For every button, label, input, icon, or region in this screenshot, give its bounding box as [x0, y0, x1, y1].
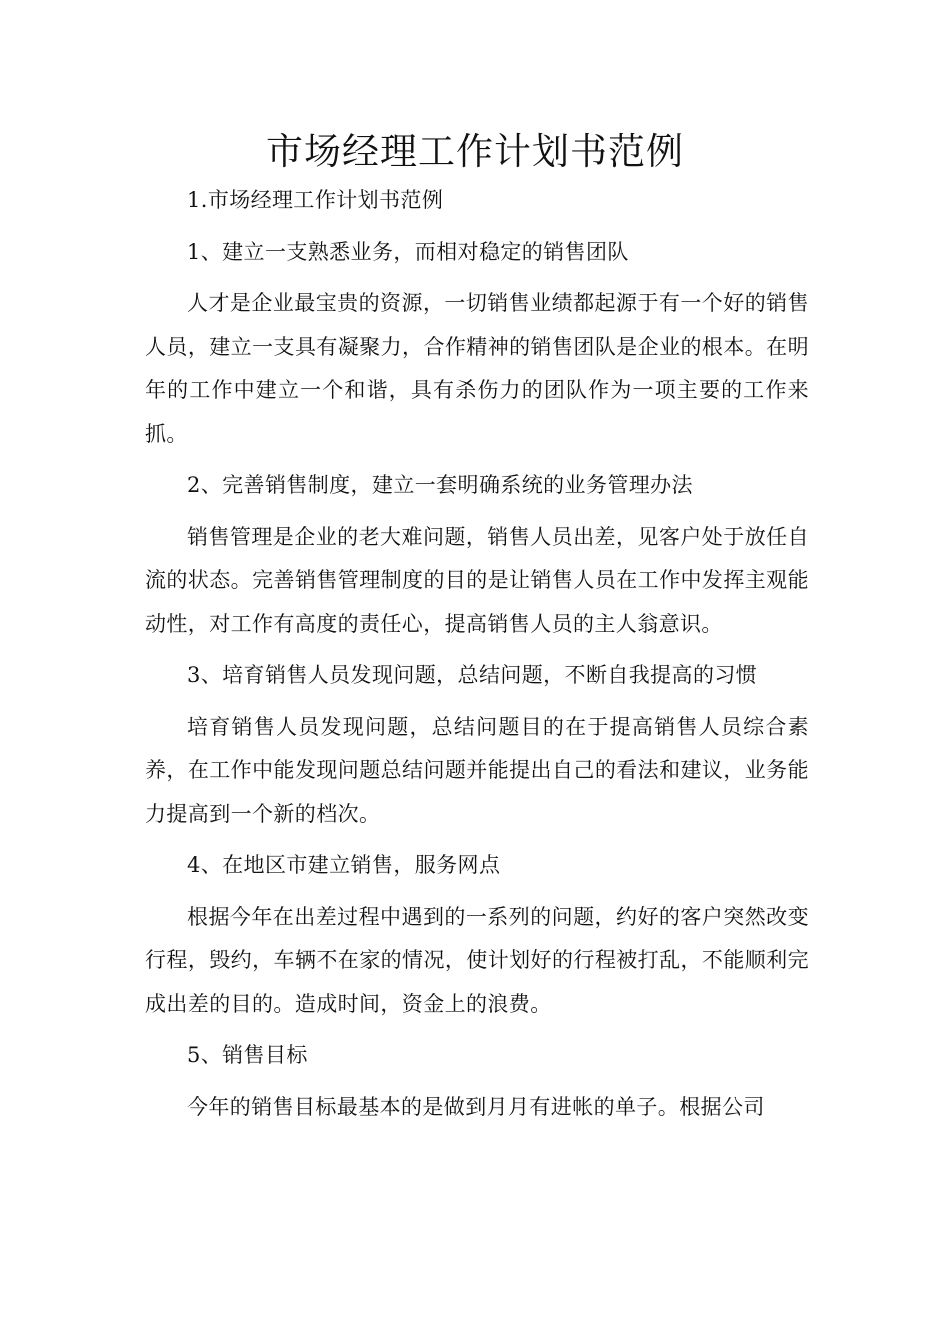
paragraph-sales-target: 今年的销售目标最基本的是做到月月有进帐的单子。根据公司	[187, 1094, 765, 1119]
paragraph-service-points: 根据今年在出差过程中遇到的一系列的问题，约好的客户突然改变行程，毁约，车辆不在家的情况，使计划好的行程被打乱，不能顺利完成出差的目的。造成时间，资金上的浪费。	[145, 904, 809, 1016]
document-body	[145, 179, 809, 1137]
paragraph-habits: 培育销售人员发现问题，总结问题目的在于提高销售人员综合素养，在工作中能发现问题总结问题并能提出自己的看法和建议，业务能力提高到一个新的档次。	[145, 714, 809, 826]
heading-sales-system: 2、完善销售制度，建立一套明确系统的业务管理办法	[187, 473, 693, 497]
paragraph-team: 人才是企业最宝贵的资源，一切销售业绩都起源于有一个好的销售人员，建立一支具有凝聚力，合作精神的销售团队是企业的根本。在明年的工作中建立一个和谐，具有杀伤力的团队作为一项主要的工作来抓。	[145, 291, 809, 446]
document-title: 市场经理工作计划书范例	[266, 130, 684, 173]
paragraph-sales-system: 销售管理是企业的老大难问题，销售人员出差，见客户处于放任自流的状态。完善销售管理制度的目的是让销售人员在工作中发挥主观能动性，对工作有高度的责任心，提高销售人员的主人翁意识。	[145, 524, 809, 636]
paragraph-1: 1.市场经理工作计划书范例	[187, 188, 444, 212]
heading-team: 1、建立一支熟悉业务，而相对稳定的销售团队	[187, 239, 629, 264]
heading-service-points: 4、在地区市建立销售，服务网点	[187, 853, 501, 877]
heading-habits: 3、培育销售人员发现问题，总结问题，不断自我提高的习惯	[187, 663, 758, 687]
heading-sales-target: 5、销售目标	[187, 1043, 308, 1067]
